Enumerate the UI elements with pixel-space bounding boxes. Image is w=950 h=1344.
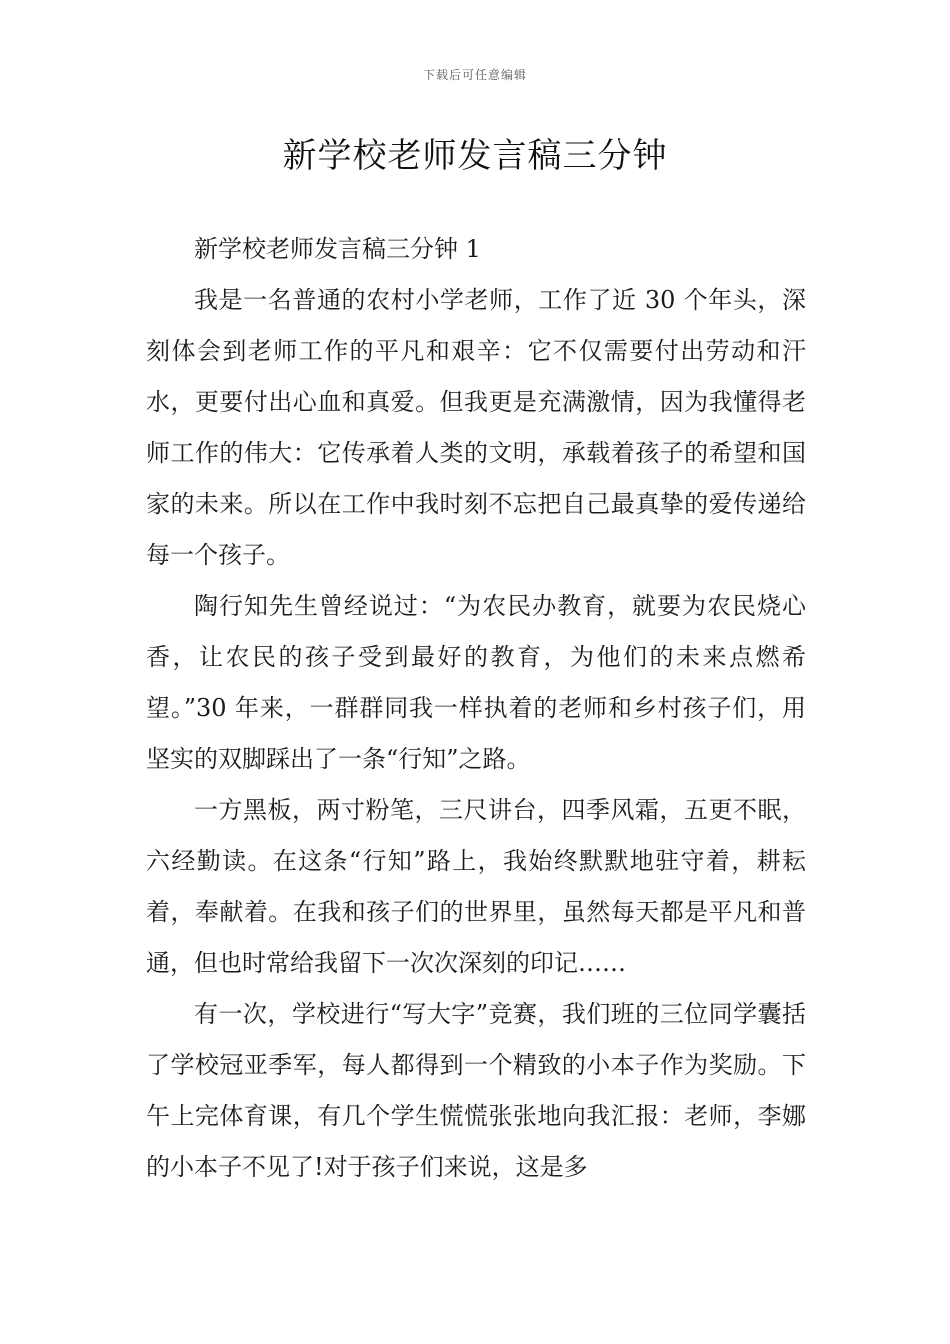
paragraph-1: 我是一名普通的农村小学老师，工作了近 30 个年头，深刻体会到老师工作的平凡和艰辛：它不仅需要付出劳动和汗水，更要付出心血和真爱。但我更是充满激情，因为我懂得老师工作的伟大：它传承着人类的文明，承载着孩子的希望和国家的未来。所以在工作中我时刻不忘把自己最真挚的爱传递给每一个孩子。	[146, 286, 806, 569]
paragraph-2: 陶行知先生曾经说过：“为农民办教育，就要为农民烧心香，让农民的孩子受到最好的教育，为他们的未来点燃希望。”30 年来，一群群同我一样执着的老师和乡村孩子们，用坚实的双脚踩出了一条“行知”之路。	[146, 592, 806, 773]
document-title: 新学校老师发言稿三分钟	[282, 136, 668, 176]
paragraph-4: 有一次，学校进行“写大字”竞赛，我们班的三位同学囊括了学校冠亚季军，每人都得到一个精致的小本子作为奖励。下午上完体育课，有几个学生慌慌张张地向我汇报：老师，李娜的小本子不见了!对于孩子们来说，这是多	[146, 1000, 806, 1181]
document-body	[146, 224, 806, 1193]
section-subheading: 新学校老师发言稿三分钟 1	[194, 235, 481, 263]
paragraph-3: 一方黑板，两寸粉笔，三尺讲台，四季风霜，五更不眠，六经勤读。在这条“行知”路上，我始终默默地驻守着，耕耘着，奉献着。在我和孩子们的世界里，虽然每天都是平凡和普通，但也时常给我留下一次次深刻的印记……	[146, 796, 806, 977]
header-note: 下载后可任意编辑	[422, 68, 527, 82]
